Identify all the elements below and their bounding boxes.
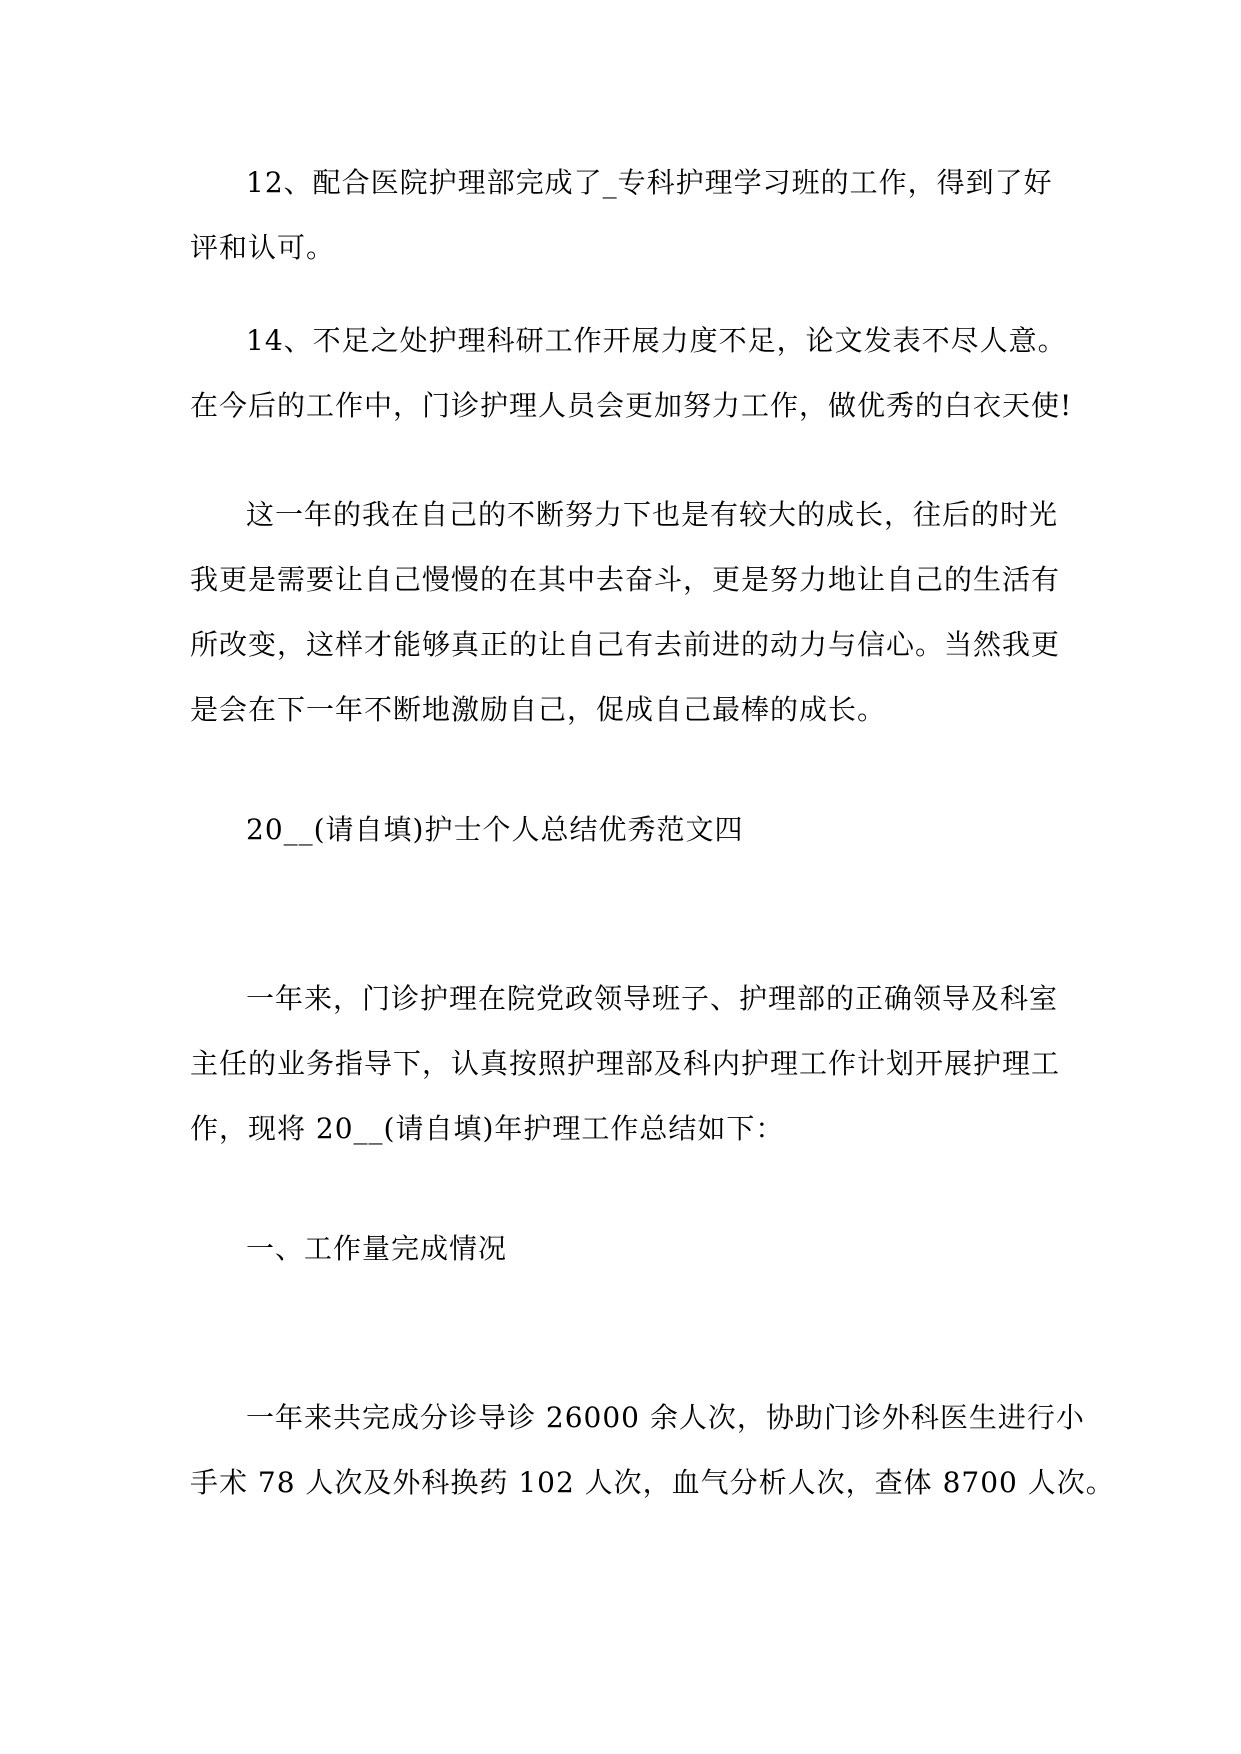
paragraph-line: 一年来共完成分诊导诊 26000 余人次，协助门诊外科医生进行小 — [246, 1401, 1085, 1434]
paragraph-line: 12、配合医院护理部完成了_专科护理学习班的工作，得到了好 — [246, 166, 1053, 199]
paragraph-line: 评和认可。 — [190, 231, 336, 264]
paragraph-line: 一年来，门诊护理在院党政领导班子、护理部的正确领导及科室 — [246, 982, 1059, 1015]
paragraph-line: 作，现将 20__(请自填)年护理工作总结如下： — [190, 1112, 785, 1145]
paragraph-intro — [190, 966, 1070, 1161]
paragraph-line: 是会在下一年不断地激励自己，促成自己最棒的成长。 — [190, 693, 887, 726]
paragraph-line: 14、不足之处护理科研工作开展力度不足，论文发表不尽人意。 — [246, 324, 1067, 357]
paragraph-line: 这一年的我在自己的不断努力下也是有较大的成长，往后的时光 — [246, 498, 1059, 531]
heading-line: 一、工作量完成情况 — [246, 1232, 508, 1265]
heading-line: 20__(请自填)护士个人总结优秀范文四 — [246, 813, 744, 846]
paragraph-workload — [190, 1385, 1115, 1515]
paragraph-line: 手术 78 人次及外科换药 102 人次，血气分析人次，查体 8700 人次。 — [190, 1466, 1115, 1499]
paragraph-line: 主任的业务指导下，认真按照护理部及科内护理工作计划开展护理工 — [190, 1047, 1061, 1080]
paragraph-line: 我更是需要让自己慢慢的在其中去奋斗，更是努力地让自己的生活有 — [190, 563, 1061, 596]
paragraph-item-14 — [190, 308, 1073, 438]
paragraph-item-12 — [190, 150, 1070, 280]
paragraph-growth — [190, 482, 1070, 742]
section-heading — [190, 797, 1070, 862]
paragraph-line: 在今后的工作中，门诊护理人员会更加努力工作，做优秀的白衣天使! — [190, 389, 1073, 422]
paragraph-line: 所改变，这样才能够真正的让自己有去前进的动力与信心。当然我更 — [190, 628, 1061, 661]
subsection-heading — [190, 1216, 1070, 1281]
